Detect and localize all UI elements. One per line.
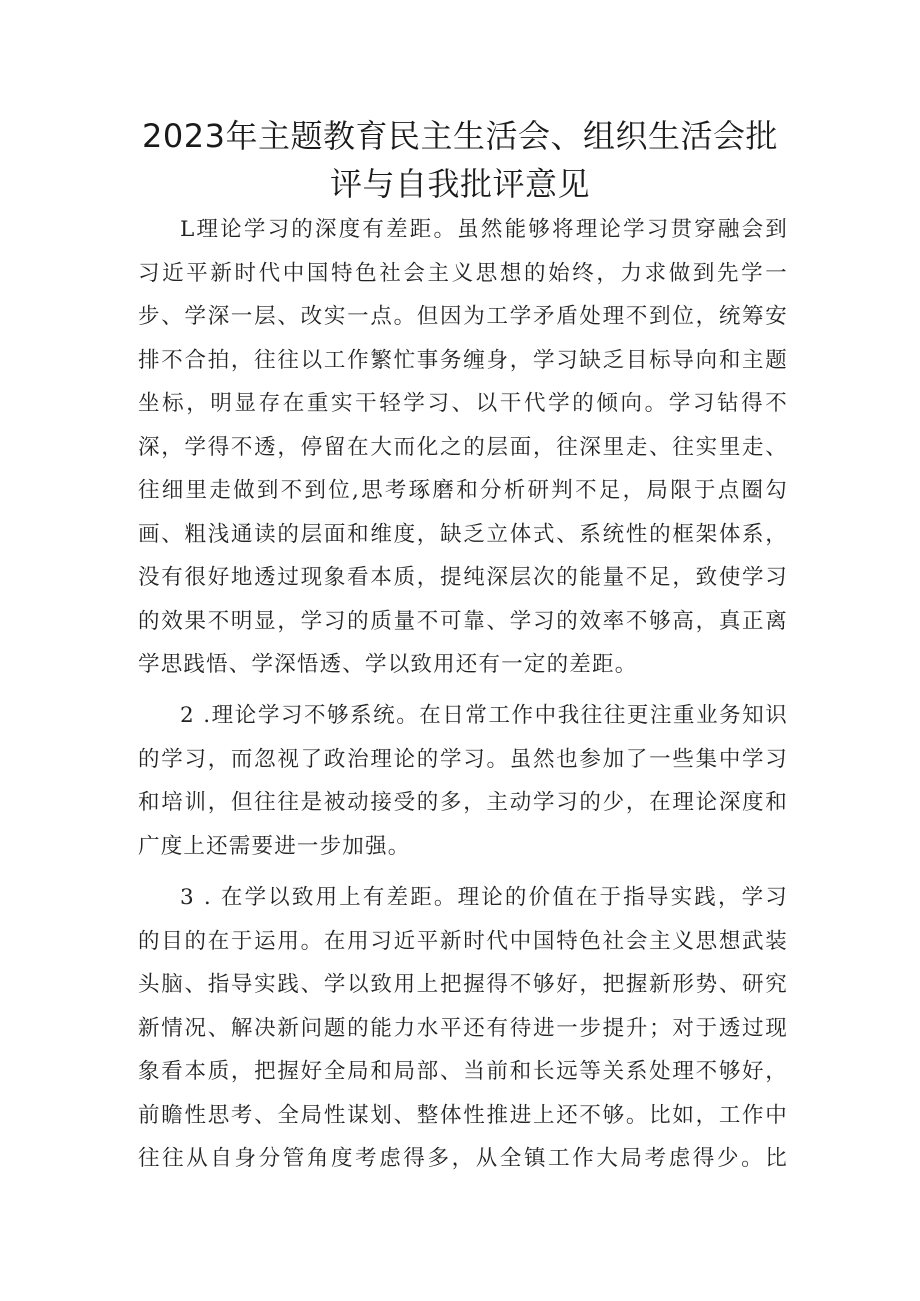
paragraph-1 — [138, 208, 788, 687]
paragraph-line: 2 .理论学习不够系统。在日常工作中我往往更注重业务知识 — [180, 703, 788, 728]
paragraph-line: 坐标，明显存在重实干轻学习、以干代学的倾向。学习钻得不 — [138, 391, 788, 416]
paragraph-line: 深，学得不透，停留在大而化之的层面，往深里走、往实里走、 — [138, 434, 788, 460]
paragraph-line: 前瞻性思考、全局性谋划、整体性推进上还不够。比如，工作中 — [138, 1102, 788, 1128]
paragraph-line: 步、学深一层、改实一点。但因为工学矛盾处理不到位，统筹安 — [138, 304, 788, 329]
paragraph-line: 头脑、指导实践、学以致用上把握得不够好，把握新形势、研究 — [138, 972, 788, 997]
paragraph-line: 象看本质，把握好全局和局部、当前和长远等关系处理不够好， — [138, 1059, 788, 1084]
paragraph-line: 的效果不明显，学习的质量不可靠、学习的效率不够高，真正离 — [138, 608, 788, 634]
paragraph-line: 的目的在于运用。在用习近平新时代中国特色社会主义思想武装 — [138, 928, 788, 954]
paragraph-line: 学思践悟、学深悟透、学以致用还有一定的差距。 — [138, 652, 638, 677]
paragraph-line: L理论学习的深度有差距。虽然能够将理论学习贯穿融会到 — [180, 217, 788, 242]
document-title-line-2: 评与自我批评意见 — [329, 165, 590, 203]
paragraph-line: 的学习，而忽视了政治理论的学习。虽然也参加了一些集中学习 — [138, 746, 788, 772]
paragraph-2 — [138, 694, 788, 868]
paragraph-line: 往细里走做到不到位,思考琢磨和分析研判不足，局限于点圈勾 — [138, 478, 788, 503]
paragraph-line: 和培训，但往往是被动接受的多，主动学习的少，在理论深度和 — [138, 790, 788, 815]
paragraph-line: 往往从自身分管角度考虑得多，从全镇工作大局考虑得少。比 — [138, 1146, 788, 1171]
paragraph-line: 画、粗浅通读的层面和维度，缺乏立体式、系统性的框架体系， — [138, 521, 788, 547]
paragraph-line: 没有很好地透过现象看本质，提纯深层次的能量不足，致使学习 — [138, 565, 788, 590]
paragraph-line: 习近平新时代中国特色社会主义思想的始终，力求做到先学一 — [138, 260, 788, 286]
paragraph-line: 广度上还需要进一步加强。 — [138, 833, 411, 859]
paragraph-3 — [138, 876, 788, 1181]
paragraph-line: 新情况、解决新问题的能力水平还有待进一步提升；对于透过现 — [138, 1015, 788, 1041]
document-title-line-1: 2023年主题教育民主生活会、组织生活会批 — [142, 117, 778, 155]
paragraph-line: 排不合拍，往往以工作繁忙事务缠身，学习缺乏目标导向和主题 — [138, 347, 788, 373]
paragraph-line: 3 . 在学以致用上有差距。理论的价值在于指导实践，学习 — [180, 885, 788, 910]
